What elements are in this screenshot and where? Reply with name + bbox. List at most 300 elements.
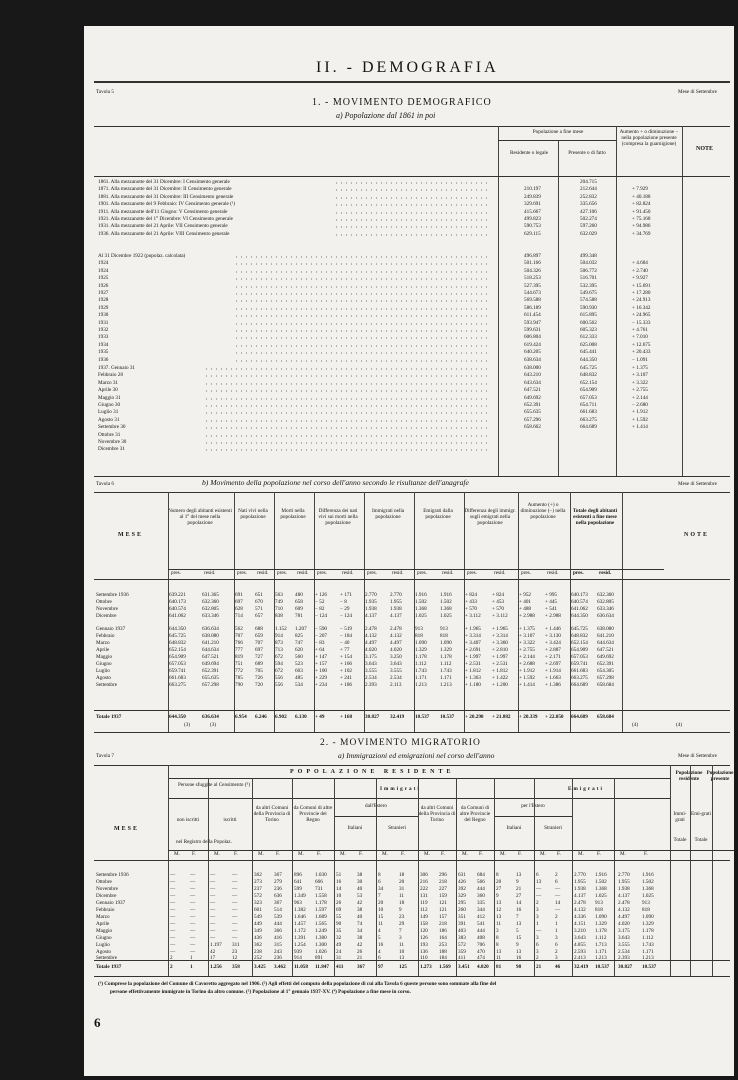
t7-mf-m: M. — [174, 851, 180, 857]
table-cell: 480 — [295, 592, 303, 598]
table-cell: 1.112 — [642, 935, 654, 941]
table-cell: + 147 — [315, 654, 328, 660]
table-cell: 411 — [458, 955, 466, 961]
table-cell: 939 — [294, 949, 302, 955]
t6-col-note: NOTE — [684, 532, 710, 538]
table-cell: 426 — [458, 879, 466, 885]
table-cell: 705 — [255, 668, 263, 674]
table-cell: 20 — [378, 900, 384, 906]
table-cell: 563 — [275, 592, 283, 598]
table-cell: 891 — [315, 955, 323, 961]
table-cell: 3 — [536, 949, 539, 955]
t5-row-aumento: + 40.188 — [632, 193, 651, 200]
table-cell: 601 — [254, 907, 262, 913]
t5-vline-2 — [558, 140, 559, 476]
table-cell: 1.955 — [574, 879, 586, 885]
table-cell: 523 — [295, 661, 303, 667]
t5-row-residente: 640.205 — [524, 349, 541, 356]
table-cell: 362 — [254, 942, 262, 948]
table-cell: 470 — [477, 949, 485, 955]
t5-row-presente: 615.895 — [580, 312, 597, 319]
table-cell: — — [190, 942, 196, 948]
t5-row-presente: 427.106 — [580, 208, 597, 215]
table-row — [84, 900, 734, 907]
table-cell: 5 — [378, 935, 381, 941]
tavola6-right-label: Mese di Settembre — [678, 481, 717, 487]
t7-mf-m: M. — [424, 851, 430, 857]
table-cell: 30.827 — [618, 964, 633, 970]
table-cell: 1.382 — [294, 907, 306, 913]
footnote-1: (¹) Comprese la popolazione del Comune di Cavoretto aggregato nel 1906. (²) Agli effetti del computo della popolazione di cui alla Tavola 6 queste persone sono sommate alla fine del — [98, 981, 497, 987]
table-cell: 1.329 — [642, 921, 654, 927]
table-cell: 4.497 — [365, 640, 377, 646]
table-cell: — — [210, 886, 216, 892]
table-cell: + 3.314 — [465, 633, 481, 639]
t7-group2-rule — [168, 798, 670, 799]
table-cell: + 3.407 — [465, 640, 481, 646]
table-cell: 26 — [357, 949, 363, 955]
table-cell: 42 — [210, 949, 216, 955]
table-cell: 184 — [439, 955, 447, 961]
t5-row-presente: 654.711 — [580, 402, 597, 408]
table-cell: 11 — [378, 921, 383, 927]
t5-row-residente: 249.839 — [524, 193, 541, 200]
t5-row-residente: 643.634 — [524, 379, 541, 386]
table-cell: 1.026 — [315, 949, 327, 955]
table-cell: — — [190, 886, 196, 892]
t5-row-label: Marzo 31 — [98, 379, 119, 386]
t7-mf-m: M. — [620, 851, 626, 857]
t5-row-leader — [234, 292, 488, 296]
table-cell: 6 — [378, 955, 381, 961]
table-cell: 26 — [336, 900, 342, 906]
table-cell: − 590 — [315, 626, 328, 632]
table-cell: + 20.290 — [465, 714, 484, 720]
table-cell: 2.113 — [390, 682, 402, 688]
table-cell: 641.210 — [597, 633, 614, 639]
table-cell: 1.249 — [315, 928, 327, 934]
table-cell: 572 — [254, 893, 262, 899]
table-cell: 648.832 — [169, 640, 186, 646]
t5-row-leader — [334, 225, 488, 229]
table-row — [84, 592, 734, 599]
table-cell: 13 — [516, 921, 522, 927]
table-cell: 649.694 — [202, 661, 219, 667]
t5-row-label: 1929 — [98, 304, 109, 311]
table-cell: 18 — [399, 900, 405, 906]
t5-row-residente: 415.667 — [524, 208, 541, 215]
table-cell: 27 — [516, 893, 522, 899]
table-cell: 560 — [295, 654, 303, 660]
table-cell: 1.955 — [390, 599, 402, 605]
table-cell: 3.425 — [254, 964, 266, 970]
table-cell: 539 — [274, 914, 282, 920]
t5-row-presente: 212.644 — [580, 186, 597, 193]
table-cell: 534 — [295, 682, 303, 688]
table-cell: 449 — [254, 921, 262, 927]
t6-col-header: Nati vivi nella popolazione — [238, 508, 268, 521]
table-cell: 2.534 — [618, 949, 630, 955]
table-cell: + 234 — [315, 682, 328, 688]
table-cell: — — [190, 921, 196, 927]
table-cell: 27 — [496, 886, 502, 892]
t6-subheader-pres: pres. — [237, 570, 247, 576]
t5-row-aumento: + 2.144 — [632, 394, 648, 401]
t5-row-residente: 619.424 — [524, 341, 541, 348]
t7-mf-m: M. — [258, 851, 264, 857]
t7-mf-m: M. — [214, 851, 220, 857]
table-cell: 188 — [439, 949, 447, 955]
table-cell: 13 — [516, 949, 522, 955]
table-cell: 4.137 — [365, 613, 377, 619]
table-cell: 644.634 — [202, 647, 219, 653]
table-cell: 7 — [516, 914, 519, 920]
t5-row-leader — [234, 262, 488, 266]
tavola5-right-label: Mese di Settembre — [678, 89, 717, 95]
tavola7-heading: 2. - MOVIMENTO MIGRATORIO — [320, 738, 481, 748]
t5-row-label: 1931. Alla mezzanotte del 21 Aprile: VII Censimento generale — [98, 223, 228, 230]
table-cell: 777 — [235, 647, 243, 653]
table-row — [84, 907, 734, 914]
footnote-2: persone effettivamente immigrate in Torino da altro comune. (³) Popolazione al 1° gennaio 1937-XV. (⁴) Popolazione a fine mese in corso. — [110, 989, 411, 995]
table-cell: 444 — [477, 886, 485, 892]
table-cell: 1.743 — [415, 668, 427, 674]
table-cell: 2.593 — [574, 949, 586, 955]
t5-row-leader — [234, 314, 488, 318]
table-cell: 9 — [399, 907, 402, 913]
section-title: II. - DEMOGRAFIA — [316, 59, 499, 76]
table-cell: 42 — [357, 942, 363, 948]
table-cell: 713 — [275, 647, 283, 653]
table-cell: 1.213 — [415, 682, 427, 688]
t5-row-presente: 632.029 — [580, 230, 597, 237]
table-cell: 32.419 — [390, 714, 405, 720]
t5-row-label: 1936. Alla mezzanotte del 21 Aprile: VIII Censimento generale — [98, 230, 230, 237]
table-cell: 6.246 — [255, 714, 267, 720]
table-cell: 689 — [255, 661, 263, 667]
t5-row-presente: 532.395 — [580, 282, 597, 289]
table-cell: 15 — [378, 914, 384, 920]
t7-row-mese: Ottobre — [96, 879, 112, 885]
table-cell: 1.300 — [315, 942, 327, 948]
table-row — [84, 668, 734, 675]
table-cell: + 3.112 — [465, 613, 481, 619]
table-cell: 599 — [294, 886, 302, 892]
table-cell: — — [555, 893, 561, 899]
table-cell: — — [210, 900, 216, 906]
table-row — [84, 640, 734, 647]
t7-row-mese: Marzo — [96, 914, 110, 920]
table-cell: 2.770 — [618, 872, 630, 878]
t5-row-label: 1901. Alla mezzanotte del 9 Febbraio: IV Censimento generale (¹) — [98, 201, 236, 208]
table-cell: 23 — [399, 914, 405, 920]
table-cell: + 3.424 — [545, 640, 561, 646]
table-cell: 2.393 — [618, 955, 630, 961]
table-cell: 10.537 — [440, 714, 455, 720]
table-cell: 40 — [357, 914, 363, 920]
table-cell: 1 — [190, 955, 193, 961]
table-cell: 632.360 — [597, 592, 614, 598]
t6-total-rule — [94, 710, 730, 711]
t5-row-residente: 606.804 — [524, 334, 541, 341]
table-cell: 1.254 — [294, 942, 306, 948]
t6-total-note: (4) — [632, 722, 639, 728]
t5-row-label: 1933 — [98, 334, 109, 341]
table-cell: — — [210, 893, 216, 899]
t6-subheader-pres: pres. — [171, 570, 181, 576]
table-cell: 403 — [458, 928, 466, 934]
table-cell: — — [232, 879, 238, 885]
table-cell: 329 — [458, 893, 466, 899]
t6-subheader-pres: pres. — [573, 570, 584, 576]
t5-row-aumento: + 1.375 — [632, 365, 648, 371]
table-cell: 6 — [536, 942, 539, 948]
table-cell: 4 — [378, 949, 381, 955]
table-cell: 659 — [255, 633, 263, 639]
table-cell: 6.130 — [295, 714, 307, 720]
table-cell: 2.478 — [390, 626, 402, 632]
table-cell: 1.178 — [415, 654, 427, 660]
table-row — [84, 606, 734, 613]
t7-col-header: Stranieri — [544, 825, 562, 831]
t5-row-aumento: + 3.322 — [632, 379, 648, 386]
table-cell: 2.478 — [618, 900, 630, 906]
table-cell: 315 — [274, 942, 282, 948]
t6-col-header: Numero degli abitanti esistenti al 1° del mese nella popolazione — [168, 508, 232, 527]
t5-row-presente: 612.333 — [580, 334, 597, 341]
t5-row-aumento: + 24.965 — [632, 312, 651, 319]
table-cell: 657.298 — [202, 682, 219, 688]
t6-subheader-pres: pres. — [521, 570, 531, 576]
t7-col-header: Totale — [673, 837, 687, 843]
table-cell: 1.502 — [642, 879, 654, 885]
t5-row-label: 1881. Alla mezzanotte del 31 Dicembre: III Censimento generale — [98, 193, 234, 200]
table-cell: — — [170, 921, 176, 927]
table-cell: 119 — [420, 900, 428, 906]
t5-row-label: 1921. Alla mezzanotte del 1° Dicembre: VI Censimento generale — [98, 216, 233, 222]
table-cell: 260 — [458, 907, 466, 913]
table-cell: — — [190, 914, 196, 920]
t5-row-presente: 652.154 — [580, 379, 597, 386]
t5-row-presente: 574.588 — [580, 297, 597, 304]
t5-row-residente: 611.454 — [524, 312, 541, 319]
table-cell: 1.565 — [315, 921, 327, 927]
t5-row-residente: 210.197 — [524, 186, 541, 193]
t7-mf-m: M. — [462, 851, 468, 857]
t5-row-presente: 549.675 — [580, 290, 597, 296]
t5-row-leader — [234, 299, 488, 303]
table-cell: 164 — [439, 935, 447, 941]
table-cell: 3.210 — [574, 928, 586, 934]
table-cell: 707 — [235, 633, 243, 639]
table-cell: 818 — [415, 633, 423, 639]
table-cell: 620 — [295, 647, 303, 653]
t7-col-header: Emi-grati — [691, 811, 711, 817]
table-cell: 648.832 — [571, 633, 588, 639]
table-cell: 110 — [420, 955, 428, 961]
table-cell: 13 — [496, 914, 502, 920]
table-cell: 7 — [399, 928, 402, 934]
t5-row-residente: 655.635 — [524, 409, 541, 416]
table-cell: 474 — [477, 955, 485, 961]
table-cell: 98 — [516, 964, 522, 970]
table-cell: 1.329 — [415, 647, 427, 653]
t7-mf-m: M. — [340, 851, 346, 857]
table-cell: + 1.914 — [545, 668, 561, 674]
t5-row-leader — [334, 188, 488, 192]
t7-col-header: Stranieri — [388, 825, 406, 831]
table-cell: 444 — [274, 921, 282, 927]
table-cell: 412 — [477, 914, 485, 920]
t5-row-label: 1936 — [98, 356, 109, 363]
table-cell: 2 — [536, 900, 539, 906]
table-cell: 1 — [555, 928, 558, 934]
table-cell: + 570 — [465, 606, 478, 612]
t5-row-leader — [334, 196, 488, 200]
table-cell: 1.368 — [440, 606, 452, 612]
t6-col-header: Morti nella popolazione — [280, 508, 306, 521]
tavola5-top-rule — [94, 126, 730, 127]
t7-mf-f: F. — [401, 851, 405, 857]
t5-row-leader — [234, 336, 488, 340]
table-cell: 514 — [274, 907, 282, 913]
table-cell: 10 — [336, 893, 342, 899]
t5-row-presente: 590.930 — [580, 304, 597, 311]
table-cell: 1.558 — [315, 893, 327, 899]
t7-col-header: Totale — [694, 837, 708, 843]
table-cell: + 3.112 — [492, 613, 508, 619]
t5-col-presente: Presente o di fatto — [568, 150, 606, 156]
t5-row-presente: 600.562 — [580, 319, 597, 326]
table-cell: 727 — [255, 654, 263, 660]
tavola5-heading: 1. - MOVIMENTO DEMOGRAFICO — [312, 97, 492, 108]
table-cell: 16 — [516, 907, 522, 913]
t5-row-leader — [234, 344, 488, 348]
t7-col-popolazione-residente: Popolazione residente — [675, 770, 703, 782]
table-cell: 21 — [516, 886, 522, 892]
table-cell: 3.643 — [574, 935, 586, 941]
t7-mf-f: F. — [644, 851, 648, 857]
t6-row-mese: Febbraio — [96, 633, 115, 639]
t6-subheader-resid: resid. — [392, 570, 404, 576]
table-cell: — — [170, 914, 176, 920]
table-cell: 125 — [399, 964, 407, 970]
table-cell: 1.197 — [210, 942, 222, 948]
table-cell: 639.221 — [169, 592, 186, 598]
table-cell: 749 — [275, 599, 283, 605]
t5-row-presente: 204.715 — [580, 179, 597, 185]
t5-row-aumento: + 75.168 — [632, 216, 651, 222]
table-cell: 218 — [439, 879, 447, 885]
table-cell: — — [190, 907, 196, 913]
table-cell: 120 — [420, 928, 428, 934]
t5-row-leader — [234, 329, 488, 333]
table-cell: 14 — [336, 886, 342, 892]
table-cell: 3.555 — [618, 942, 630, 948]
t5-row-aumento: − 1.091 — [632, 356, 648, 363]
table-cell: 21 — [536, 964, 542, 970]
table-cell: 1.025 — [415, 613, 427, 619]
table-cell: 1.916 — [595, 872, 607, 878]
t5-row-residente: 504.326 — [524, 267, 541, 274]
table-cell: 97 — [378, 964, 384, 970]
table-cell: 659.741 — [571, 661, 588, 667]
table-cell: 751 — [235, 661, 243, 667]
table-cell: + 824 — [492, 592, 505, 598]
t7-total-row — [84, 964, 734, 971]
table-cell: 6.902 — [275, 714, 287, 720]
t7-row-mese: Maggio — [96, 928, 113, 934]
table-cell: 416 — [274, 935, 282, 941]
table-cell: — — [170, 872, 176, 878]
table-cell: + 2.887 — [545, 647, 561, 653]
t5-row-presente: 506.772 — [580, 267, 597, 274]
table-cell: 6.954 — [235, 714, 247, 720]
table-cell: 1.349 — [294, 893, 306, 899]
table-cell: 914 — [275, 633, 283, 639]
table-cell: 11 — [496, 955, 501, 961]
table-cell: 4.132 — [618, 907, 630, 913]
t6-row-mese: Ottobre — [96, 599, 112, 605]
table-cell: 896 — [294, 872, 302, 878]
table-cell: — — [232, 893, 238, 899]
table-cell: 1.025 — [642, 893, 654, 899]
table-cell: + 1.997 — [492, 654, 508, 660]
table-cell: 121 — [439, 907, 447, 913]
t5-row-leader — [204, 367, 488, 371]
table-cell: 636 — [274, 893, 282, 899]
table-cell: 1.090 — [440, 640, 452, 646]
table-cell: 23 — [232, 949, 238, 955]
table-cell: 4.020 — [618, 921, 630, 927]
t5-row-aumento: + 17.280 — [632, 290, 651, 296]
table-cell: 1.207 — [295, 626, 307, 632]
table-cell: 349 — [254, 928, 262, 934]
t5-row-residente: 544.673 — [524, 290, 541, 296]
table-cell: 14 — [555, 900, 561, 906]
table-cell: 31 — [399, 886, 405, 892]
t5-row-leader — [234, 359, 488, 363]
table-cell: 21 — [357, 955, 363, 961]
table-cell: 556 — [275, 675, 283, 681]
t5-vline-1 — [498, 126, 499, 476]
t5-row-presente: 661.683 — [580, 409, 597, 416]
table-cell: 17 — [210, 955, 216, 961]
table-cell: 222 — [420, 886, 428, 892]
table-cell: 344 — [477, 907, 485, 913]
table-cell: — — [190, 872, 196, 878]
t5-row-presente: 644.350 — [580, 356, 597, 363]
table-cell: 1.329 — [440, 647, 452, 653]
t7-col-header: non iscritti — [176, 817, 200, 823]
table-cell: 6 — [378, 879, 381, 885]
table-row — [84, 921, 734, 928]
table-cell: 1.938 — [618, 886, 630, 892]
t5-row-label: 1924 — [98, 260, 109, 267]
table-cell: — — [232, 935, 238, 941]
t6-row-mese: Agosto — [96, 675, 111, 681]
table-cell: 8 — [496, 872, 499, 878]
table-cell: 571 — [255, 606, 263, 612]
table-cell: 16 — [336, 879, 342, 885]
t5-row-leader — [334, 181, 488, 185]
t7-col-header: da Comuni di altre Provincie del Regno — [459, 805, 491, 823]
table-cell: 2.770 — [390, 592, 402, 598]
t5-col-note: NOTE — [696, 146, 714, 152]
table-cell: 367 — [274, 900, 282, 906]
table-cell: 18 — [399, 872, 405, 878]
table-cell: 11.847 — [315, 964, 329, 970]
